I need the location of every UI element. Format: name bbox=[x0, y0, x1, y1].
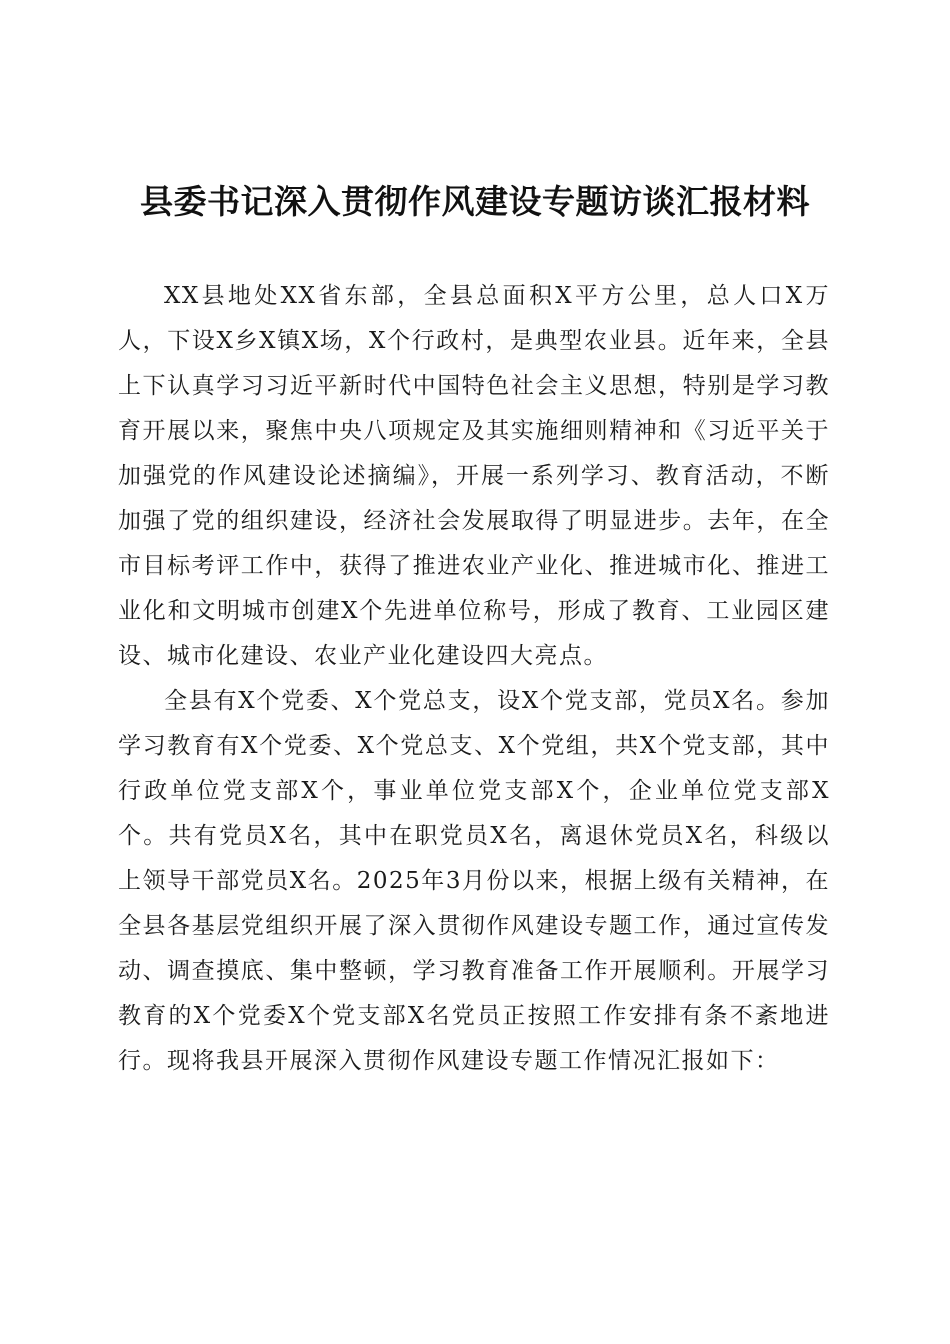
paragraph-party-organization: 全县有X个党委、X个党总支，设X个党支部，党员X名。参加学习教育有X个党委、X个党总支、X个党组，共X个党支部，其中行政单位党支部X个，事业单位党支部X个，企业单位党支部X个。共有党员X名，其中在职党员X名，离退休党员X名，科级以上领导干部党员X名。2025年3月份以来，根据上级有关精神，在全县各基层党组织开展了深入贯彻作风建设专题工作，通过宣传发动、调查摸底、集中整顿，学习教育准备工作开展顺利。开展学习教育的X个党委X个党支部X名党员正按照工作安排有条不紊地进行。现将我县开展深入贯彻作风建设专题工作情况汇报如下： bbox=[118, 688, 830, 1074]
paragraph-overview: XX县地处XX省东部，全县总面积X平方公里，总人口X万人，下设X乡X镇X场，X个行政村，是典型农业县。近年来，全县上下认真学习习近平新时代中国特色社会主义思想，特别是学习教育开展以来，聚焦中央八项规定及其实施细则精神和《习近平关于加强党的作风建设论述摘编》，开展一系列学习、教育活动，不断加强了党的组织建设，经济社会发展取得了明显进步。去年，在全市目标考评工作中，获得了推进农业产业化、推进城市化、推进工业化和文明城市创建X个先进单位称号，形成了教育、工业园区建设、城市化建设、农业产业化建设四大亮点。 bbox=[118, 283, 830, 669]
document-body bbox=[118, 274, 830, 1084]
document-title: 县委书记深入贯彻作风建设专题访谈汇报材料 bbox=[140, 182, 810, 221]
